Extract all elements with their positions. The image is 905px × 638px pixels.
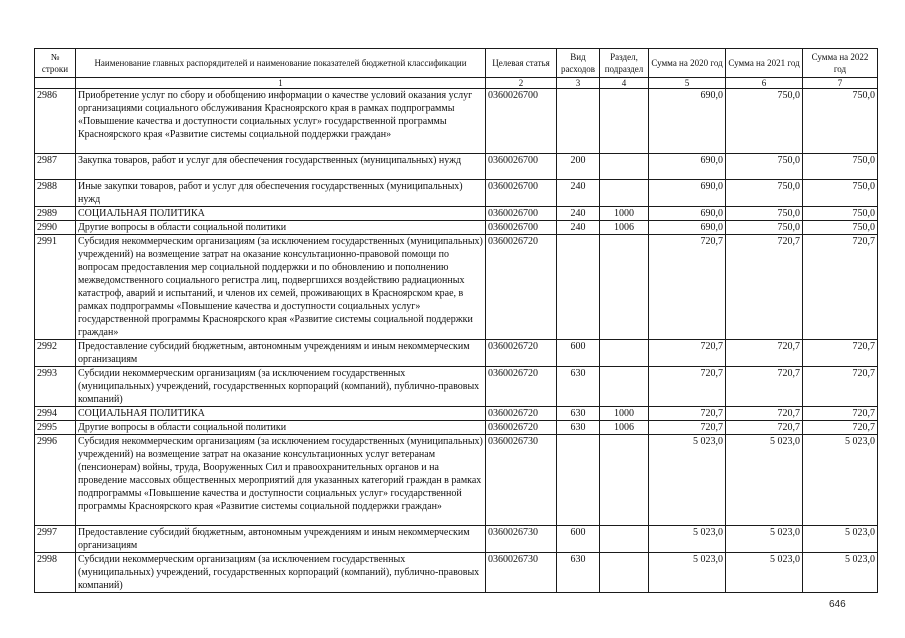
row-name: Другие вопросы в области социальной политики	[76, 421, 486, 435]
section-code	[600, 435, 649, 526]
target-code: 0360026700	[486, 180, 557, 207]
sum-2022: 750,0	[803, 154, 878, 180]
section-code	[600, 553, 649, 593]
header-section: Раздел, подраздел	[600, 49, 649, 78]
sum-2022: 750,0	[803, 180, 878, 207]
row-name: Субсидия некоммерческим организациям (за исключением государственных (муниципальных) учреждений) на возмещение затрат на оказание консультационных услуг ветеранам (пенсионерам) войны, труда, Вооруженных Сил и правоохранительных органов и на проведение массовых общественных мероприятий для указанных категорий граждан в рамках подпрограммы «Повышение качества и доступности социальных услуг» государственной программы Красноярского края «Развитие системы социальной поддержки граждан»	[76, 435, 486, 526]
header-sum-2020: Сумма на 2020 год	[649, 49, 726, 78]
column-number	[35, 78, 76, 89]
row-number: 2994	[35, 407, 76, 421]
sum-2020: 690,0	[649, 221, 726, 235]
row-name: Субсидии некоммерческим организациям (за исключением государственных (муниципальных) учреждений, государственных корпораций (компаний), публично-правовых компаний)	[76, 553, 486, 593]
sum-2022: 720,7	[803, 421, 878, 435]
table-row	[35, 340, 878, 367]
sum-2021: 5 023,0	[726, 553, 803, 593]
section-code	[600, 526, 649, 553]
row-name: Другие вопросы в области социальной политики	[76, 221, 486, 235]
expense-kind: 200	[557, 154, 600, 180]
target-code: 0360026700	[486, 221, 557, 235]
sum-2021: 720,7	[726, 407, 803, 421]
sum-2020: 5 023,0	[649, 435, 726, 526]
table-row	[35, 367, 878, 407]
header-name: Наименование главных распорядителей и наименование показателей бюджетной классификации	[76, 49, 486, 78]
sum-2022: 720,7	[803, 340, 878, 367]
table-row	[35, 207, 878, 221]
sum-2020: 690,0	[649, 207, 726, 221]
target-code: 0360026720	[486, 340, 557, 367]
column-number: 2	[486, 78, 557, 89]
table-row	[35, 89, 878, 154]
section-code	[600, 89, 649, 154]
sum-2022: 750,0	[803, 207, 878, 221]
column-number: 3	[557, 78, 600, 89]
expense-kind: 630	[557, 421, 600, 435]
table-row	[35, 421, 878, 435]
sum-2020: 690,0	[649, 180, 726, 207]
sum-2021: 720,7	[726, 421, 803, 435]
table-row	[35, 526, 878, 553]
sum-2021: 750,0	[726, 221, 803, 235]
header-target: Целевая статья	[486, 49, 557, 78]
header-row	[35, 49, 878, 78]
row-name: Предоставление субсидий бюджетным, автономным учреждениям и иным некоммерческим организациям	[76, 340, 486, 367]
budget-table	[34, 48, 878, 593]
table-row	[35, 235, 878, 340]
target-code: 0360026700	[486, 89, 557, 154]
column-number: 7	[803, 78, 878, 89]
sum-2020: 5 023,0	[649, 553, 726, 593]
sum-2021: 750,0	[726, 89, 803, 154]
row-number: 2996	[35, 435, 76, 526]
row-number: 2991	[35, 235, 76, 340]
expense-kind	[557, 235, 600, 340]
expense-kind: 240	[557, 221, 600, 235]
sum-2020: 720,7	[649, 421, 726, 435]
row-number: 2986	[35, 89, 76, 154]
expense-kind: 600	[557, 526, 600, 553]
sum-2022: 5 023,0	[803, 435, 878, 526]
sum-2021: 720,7	[726, 367, 803, 407]
sum-2021: 5 023,0	[726, 526, 803, 553]
section-code: 1000	[600, 207, 649, 221]
table-row	[35, 154, 878, 180]
column-number: 4	[600, 78, 649, 89]
table-row	[35, 180, 878, 207]
expense-kind: 630	[557, 553, 600, 593]
sum-2020: 720,7	[649, 367, 726, 407]
header-sum-2022: Сумма на 2022 год	[803, 49, 878, 78]
table-row	[35, 221, 878, 235]
row-name: Приобретение услуг по сбору и обобщению информации о качестве условий оказания услуг организациями социального обслуживания Красноярского края в рамках подпрограммы «Повышение качества и доступности социальных услуг» государственной программы Красноярского края «Развитие системы социальной поддержки граждан»	[76, 89, 486, 154]
table-row	[35, 435, 878, 526]
column-number-row	[35, 78, 878, 89]
section-code	[600, 235, 649, 340]
target-code: 0360026700	[486, 207, 557, 221]
row-name: Предоставление субсидий бюджетным, автономным учреждениям и иным некоммерческим организациям	[76, 526, 486, 553]
row-name: Закупка товаров, работ и услуг для обеспечения государственных (муниципальных) нужд	[76, 154, 486, 180]
row-name: Субсидии некоммерческим организациям (за исключением государственных (муниципальных) учреждений, государственных корпораций (компаний), публично-правовых компаний)	[76, 367, 486, 407]
section-code: 1000	[600, 407, 649, 421]
sum-2022: 5 023,0	[803, 553, 878, 593]
target-code: 0360026720	[486, 407, 557, 421]
sum-2021: 720,7	[726, 235, 803, 340]
row-name: Иные закупки товаров, работ и услуг для обеспечения государственных (муниципальных) нужд	[76, 180, 486, 207]
expense-kind	[557, 435, 600, 526]
section-code: 1006	[600, 421, 649, 435]
column-number: 1	[76, 78, 486, 89]
sum-2021: 720,7	[726, 340, 803, 367]
section-code	[600, 154, 649, 180]
sum-2020: 690,0	[649, 89, 726, 154]
section-code: 1006	[600, 221, 649, 235]
target-code: 0360026730	[486, 526, 557, 553]
sum-2021: 5 023,0	[726, 435, 803, 526]
expense-kind: 630	[557, 367, 600, 407]
target-code: 0360026720	[486, 421, 557, 435]
sum-2022: 720,7	[803, 235, 878, 340]
sum-2021: 750,0	[726, 154, 803, 180]
expense-kind: 600	[557, 340, 600, 367]
sum-2022: 720,7	[803, 407, 878, 421]
section-code	[600, 367, 649, 407]
target-code: 0360026700	[486, 154, 557, 180]
expense-kind: 240	[557, 207, 600, 221]
section-code	[600, 340, 649, 367]
target-code: 0360026730	[486, 553, 557, 593]
row-number: 2992	[35, 340, 76, 367]
sum-2022: 5 023,0	[803, 526, 878, 553]
section-code	[600, 180, 649, 207]
row-number: 2987	[35, 154, 76, 180]
row-number: 2997	[35, 526, 76, 553]
sum-2021: 750,0	[726, 180, 803, 207]
sum-2021: 750,0	[726, 207, 803, 221]
expense-kind: 240	[557, 180, 600, 207]
header-kind: Вид расходов	[557, 49, 600, 78]
sum-2022: 750,0	[803, 89, 878, 154]
sum-2020: 720,7	[649, 235, 726, 340]
header-sum-2021: Сумма на 2021 год	[726, 49, 803, 78]
sum-2022: 750,0	[803, 221, 878, 235]
sum-2022: 720,7	[803, 367, 878, 407]
sum-2020: 5 023,0	[649, 526, 726, 553]
row-number: 2990	[35, 221, 76, 235]
sum-2020: 720,7	[649, 340, 726, 367]
expense-kind	[557, 89, 600, 154]
column-number: 5	[649, 78, 726, 89]
page-number: 646	[829, 599, 846, 610]
target-code: 0360026720	[486, 367, 557, 407]
row-number: 2995	[35, 421, 76, 435]
row-number: 2993	[35, 367, 76, 407]
table-row	[35, 407, 878, 421]
row-number: 2998	[35, 553, 76, 593]
row-number: 2988	[35, 180, 76, 207]
target-code: 0360026720	[486, 235, 557, 340]
header-row-no: № строки	[35, 49, 76, 78]
expense-kind: 630	[557, 407, 600, 421]
row-number: 2989	[35, 207, 76, 221]
sum-2020: 720,7	[649, 407, 726, 421]
target-code: 0360026730	[486, 435, 557, 526]
row-name: СОЦИАЛЬНАЯ ПОЛИТИКА	[76, 407, 486, 421]
column-number: 6	[726, 78, 803, 89]
table-row	[35, 553, 878, 593]
sum-2020: 690,0	[649, 154, 726, 180]
row-name: СОЦИАЛЬНАЯ ПОЛИТИКА	[76, 207, 486, 221]
row-name: Субсидия некоммерческим организациям (за исключением государственных (муниципальных) учреждений) на возмещение затрат на оказание консультационно-правовой помощи по вопросам предоставления мер социальной поддержки и по обновлению и пополнению межведомственного социального регистра лиц, подвергшихся воздействию радиационных катастроф, аварий и испытаний, и членов их семей, проживающих в Красноярском крае, в рамках подпрограммы «Повышение качества и доступности социальных услуг» государственной программы Красноярского края «Развитие системы социальной поддержки граждан»	[76, 235, 486, 340]
